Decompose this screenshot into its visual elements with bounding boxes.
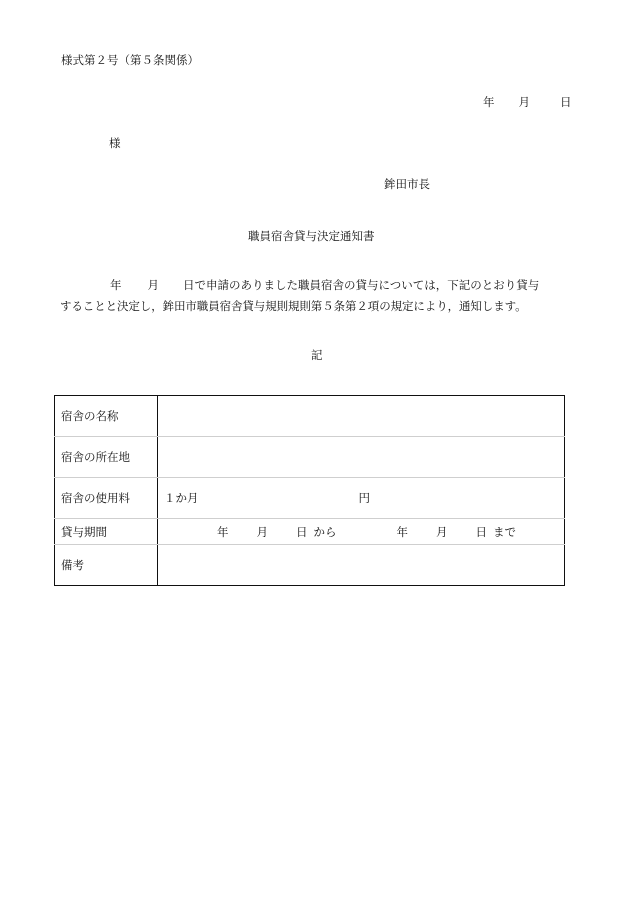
- table-row: [55, 519, 565, 545]
- date-day: 日: [560, 95, 572, 109]
- row-label-location: 宿舎の所在地: [55, 437, 158, 478]
- date-line: [483, 94, 572, 110]
- row-label-period: 貸与期間: [55, 519, 158, 545]
- issuer-name: 鉾田市長: [384, 177, 430, 191]
- period-to-year: 年: [396, 524, 408, 539]
- addressee-suffix: 様: [109, 136, 121, 150]
- date-month: 月: [518, 95, 530, 109]
- period-from-month: 月: [256, 524, 268, 539]
- period-to-month: 月: [436, 524, 448, 539]
- table-row: [55, 478, 565, 519]
- ki-heading: 記: [311, 348, 323, 362]
- table-row: [55, 437, 565, 478]
- row-value-period: [158, 519, 565, 545]
- fee-prefix: １か月: [164, 491, 199, 505]
- form-number: 様式第２号（第５条関係）: [61, 53, 199, 67]
- period-from-word: から: [313, 524, 337, 539]
- row-value-name: [158, 396, 565, 437]
- row-label-remarks: 備考: [55, 545, 158, 586]
- period-to-day: 日: [475, 524, 487, 539]
- table-row: [55, 545, 565, 586]
- row-value-location: [158, 437, 565, 478]
- notice-body: [60, 275, 580, 317]
- period-to-word: まで: [493, 524, 516, 539]
- body-month: 月: [147, 278, 159, 292]
- table-row: [55, 396, 565, 437]
- period-from-day: 日: [296, 524, 308, 539]
- row-label-fee: 宿舎の使用料: [55, 478, 158, 519]
- body-year: 年: [110, 278, 122, 292]
- notice-line-2: することと決定し，鉾田市職員宿舎貸与規則規則第５条第２項の規定により，通知します。: [60, 299, 527, 313]
- row-label-name: 宿舎の名称: [55, 396, 158, 437]
- body-rest: 日で申請のありました職員宿舎の貸与については，下記のとおり貸与: [183, 278, 540, 292]
- document-title: 職員宿舎貸与決定通知書: [248, 229, 375, 243]
- date-year: 年: [483, 95, 495, 109]
- row-value-fee: [158, 478, 565, 519]
- fee-yen: 円: [358, 491, 370, 505]
- details-table: [54, 395, 565, 586]
- row-value-remarks: [158, 545, 565, 586]
- period-from-year: 年: [217, 524, 229, 539]
- notice-line-1: [60, 275, 580, 296]
